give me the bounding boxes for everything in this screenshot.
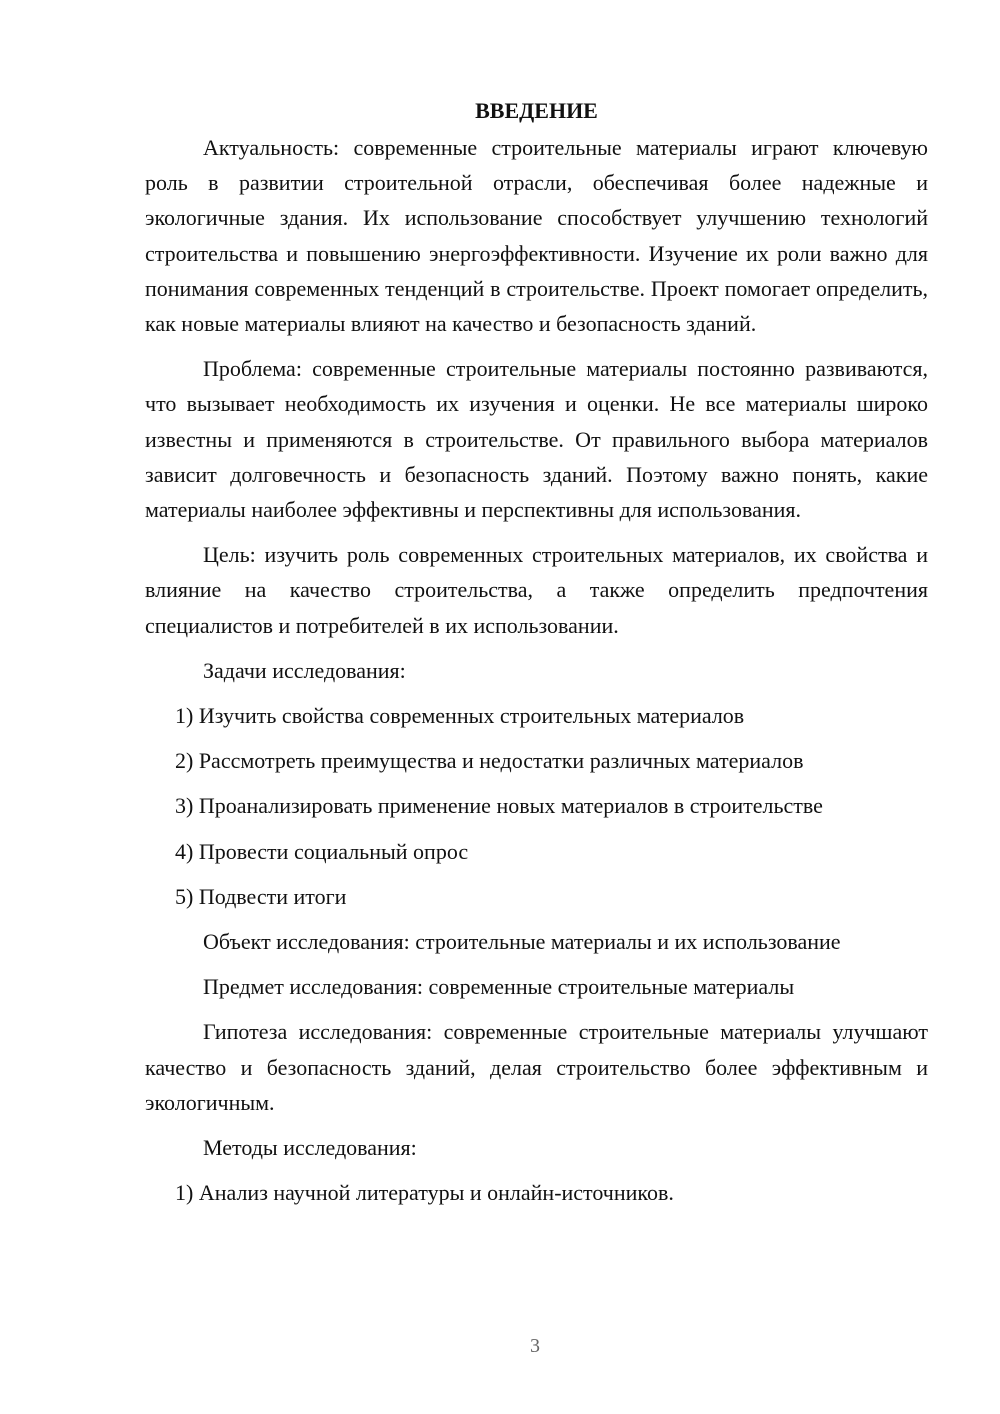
page-number: 3	[530, 1335, 540, 1357]
relevance-paragraph: Актуальность: современные строительные материалы играют ключевую роль в развитии строительной отрасли, обеспечивая более надежные и экологичные здания. Их использование способствует улучшению технологий строительства и повышению энергоэффективности. Изучение их роли важно для понимания современных тенденций в строительстве. Проект помогает определить, как новые материалы влияют на качество и безопасность зданий.	[145, 135, 928, 337]
task-item: 1) Изучить свойства современных строительных материалов	[175, 703, 745, 729]
object-paragraph: Объект исследования: строительные материалы и их использование	[203, 929, 841, 955]
task-item: 2) Рассмотреть преимущества и недостатки различных материалов	[175, 748, 804, 774]
methods-heading: Методы исследования:	[203, 1135, 417, 1161]
tasks-heading: Задачи исследования:	[203, 657, 406, 683]
subject-paragraph: Предмет исследования: современные строительные материалы	[203, 974, 795, 1000]
problem-paragraph: Проблема: современные строительные материалы постоянно развиваются, что вызывает необходимость их изучения и оценки. Не все материалы широко известны и применяются в строительстве. От правильного выбора материалов зависит долговечность и безопасность зданий. Поэтому важно понять, какие материалы наиболее эффективны и перспективны для использования.	[145, 356, 928, 523]
method-item: 1) Анализ научной литературы и онлайн-источников.	[175, 1180, 674, 1206]
document-page	[145, 92, 928, 1220]
goal-paragraph: Цель: изучить роль современных строительных материалов, их свойства и влияние на качество строительства, а также определить предпочтения специалистов и потребителей в их использовании.	[145, 542, 928, 638]
page-title: ВВЕДЕНИЕ	[475, 98, 598, 123]
hypothesis-paragraph: Гипотеза исследования: современные строительные материалы улучшают качество и безопасность зданий, делая строительство более эффективным и экологичным.	[145, 1019, 928, 1115]
task-item: 5) Подвести итоги	[175, 883, 347, 909]
task-item: 4) Провести социальный опрос	[175, 838, 469, 864]
task-item: 3) Проанализировать применение новых материалов в строительстве	[175, 793, 823, 819]
